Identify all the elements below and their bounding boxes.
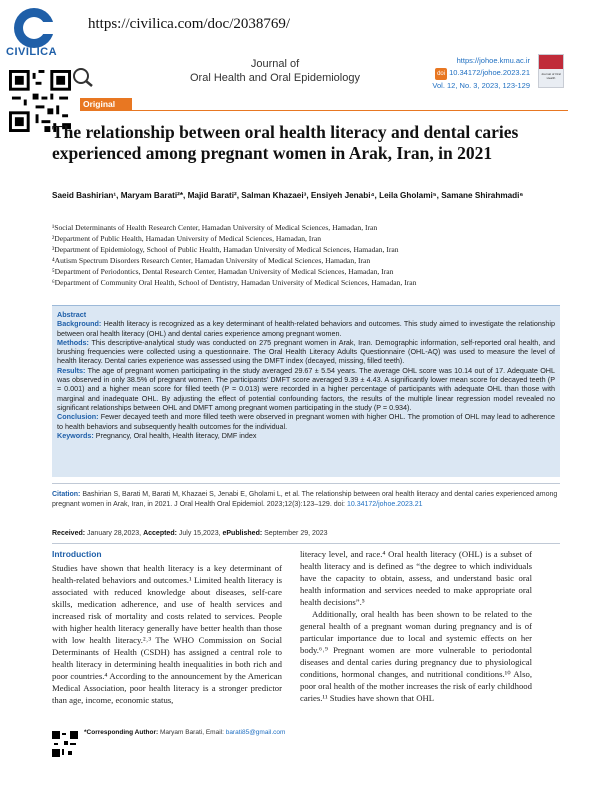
civilica-logo[interactable] <box>4 6 60 60</box>
citation <box>52 490 560 510</box>
journal-doi[interactable] <box>432 67 530 80</box>
body-column-right <box>300 548 532 704</box>
article-title: The relationship between oral health literacy and dental caries experienced among pregnant women in Arak, Iran, in 2021 <box>52 122 519 163</box>
abstract-box <box>52 305 560 477</box>
journal-magnifier-logo-icon <box>70 66 98 88</box>
corresponding-author: *Corresponding Author: Maryam Barati, Email: barati85@gmail.com <box>84 729 286 736</box>
volume-info: Vol. 12, No. 3, 2023, 123-129 <box>432 81 530 90</box>
affiliation-item: ²Department of Public Health, Hamadan University of Medical Sciences, Hamadan, Iran <box>52 234 322 243</box>
document-url[interactable]: https://civilica.com/doc/2038769/ <box>88 16 291 32</box>
affiliations <box>52 222 562 288</box>
divider <box>52 543 560 544</box>
affiliation-item: ¹Social Determinants of Health Research Center, Hamadan University of Medical Sciences, Hamadan, Iran <box>52 223 378 232</box>
divider <box>52 483 560 484</box>
body-paragraph: Additionally, oral health has been shown to be related to the general health of a pregnant woman during pregnancy and is of particular importance due to local and systemic effects on her body.⁶˒⁹ Pregnant women are more vulnerable to periodontal diseases and dental caries during pregnancy due to physiological conditions, hormonal changes, and nutritional conditions.¹⁰ Also, poor oral health of the mother increases the risk of early childhood caries.¹¹ Studies have shown that OHL <box>300 609 532 703</box>
journal-name-line1: Journal of <box>250 58 300 70</box>
doi-badge-icon: doi <box>435 68 447 80</box>
citation-text: Bashirian S, Barati M, Barati M, Khazaei S, Jenabi E, Gholami L, et al. The relationship between oral health literacy and dental caries experienced among pregnant women in Arak, Iran, in 2021. J Oral Health Oral Epidemiol. 2023;12(3):123–129. doi: <box>52 491 558 508</box>
affiliation-item: ⁶Department of Community Oral Health, School of Dentistry, Hamadan University of Medical Sciences, Hamadan, Iran <box>52 278 417 287</box>
abstract-methods: Methods: This descriptive-analytical study was conducted on 275 pregnant women in Arak, Iran. Demographic information, self-reported oral health, and brushing frequencies were collected using a questionnaire. The Oral Health Literacy Adults Questionnaire (OHL-AQ) was used to measure the level of health literacy. Dental caries experience was assessed using the DMFT index (decayed, missing, filled teeth). <box>57 337 555 366</box>
abstract-conclusion: Conclusion: Fewer decayed teeth and more filled teeth were observed in pregnant women with higher OHL. The promotion of OHL may lead to adherence to health behaviors and subsequently health outcomes for the individual. <box>57 412 555 431</box>
journal-url[interactable]: https://johoe.kmu.ac.ir <box>456 56 530 65</box>
small-qr-code-icon <box>52 731 78 757</box>
civilica-c-icon <box>14 8 54 48</box>
abstract-background: Background: Health literacy is recognized as a key determinant of health-related behaviors and outcomes. This study aimed to investigate the relationship between oral health literacy (OHL) and dental caries experience among pregnant women. <box>57 319 556 338</box>
abstract-results: Results: The age of pregnant women participating in the study averaged 29.67 ± 5.54 years. The average OHL score was 10.14 out of 17. Adequate OHL was observed in only 38.5% of pregnant women. The participants’ DMFT score averaged 9.39 ± 4.43. A significantly lower mean score for decayed teeth (P = 0.001) and a higher mean score for filled teeth (P = 0.013) were recorded in a higher percentage of participants with adequate OHL than those with marginal and inadequate OHL. By adjusting the effect of potential confounding factors, the results of the multiple linear regression model revealed no significant relationships between OHL and DMFT among pregnant women participating in the study (P = 0.934). <box>57 365 555 412</box>
abstract-keywords: Keywords: Pregnancy, Oral health, Health literacy, DMF index <box>57 430 257 440</box>
affiliation-item: ³Department of Epidemiology, School of Public Health, Hamadan University of Medical Sciences, Hamadan, Iran <box>52 245 399 254</box>
section-heading-introduction: Introduction <box>52 549 102 559</box>
author-list: Saeid Bashirian¹, Maryam Barati²*, Majid Barati², Salman Khazaei³, Ensiyeh Jenabi⁴, Leila Gholami⁵, Samane Shirahmadi⁶ <box>52 191 524 200</box>
affiliation-item: ⁵Department of Periodontics, Dental Research Center, Hamadan University of Medical Sciences, Hamadan, Iran <box>52 267 394 276</box>
affiliation-item: ⁴Autism Spectrum Disorders Research Center, Hamadan University of Medical Sciences, Hamadan, Iran <box>52 256 371 265</box>
civilica-brand: CIVILICA <box>6 46 58 58</box>
body-paragraph: literacy level, and race.⁴ Oral health literacy (OHL) is a subset of health literacy and is defined as “the degree to which individuals have the capacity to obtain, assess, and understand basic oral health information and services needed to make appropriate oral health decisions”.⁵ <box>300 549 532 607</box>
body-column-left <box>52 548 282 706</box>
journal-cover-thumbnail <box>538 54 564 88</box>
journal-meta <box>432 55 530 92</box>
publication-dates: Received: January 28,2023, Accepted: July 15,2023, ePublished: September 29, 2023 <box>52 530 328 537</box>
author-email-link[interactable]: barati85@gmail.com <box>225 729 286 736</box>
divider <box>132 110 568 111</box>
citation-label: Citation: <box>52 491 81 498</box>
journal-name-line2: Oral Health and Oral Epidemiology <box>190 72 360 84</box>
doi-text[interactable]: 10.34172/johoe.2023.21 <box>449 68 530 77</box>
citation-doi-link[interactable]: 10.34172/johoe.2023.21 <box>346 501 423 508</box>
journal-name <box>180 57 370 85</box>
article-type-badge: Original Article <box>80 98 132 111</box>
body-paragraph: Studies have shown that health literacy is a key determinant of health-related behaviors and outcomes.¹ Limited health literacy is associated with reduced knowledge about diseases, self-care skills, medication adherence, and use of health services and increased risk of mortality and costs related to services. People with higher health literacy generally have better health than those with low health literacy.²˒³ The WHO Commission on Social Determinants of Health (CSDH) has assigned a central role to health literacy in determining health inequalities in both rich and poor countries.⁴ According to the announcement by the American Medical Association, poor health literacy is a stronger predictor than age, income, economic status, <box>52 563 282 705</box>
cover-text: Journal of Oral Health <box>541 72 561 80</box>
abstract-heading: Abstract <box>57 310 87 319</box>
